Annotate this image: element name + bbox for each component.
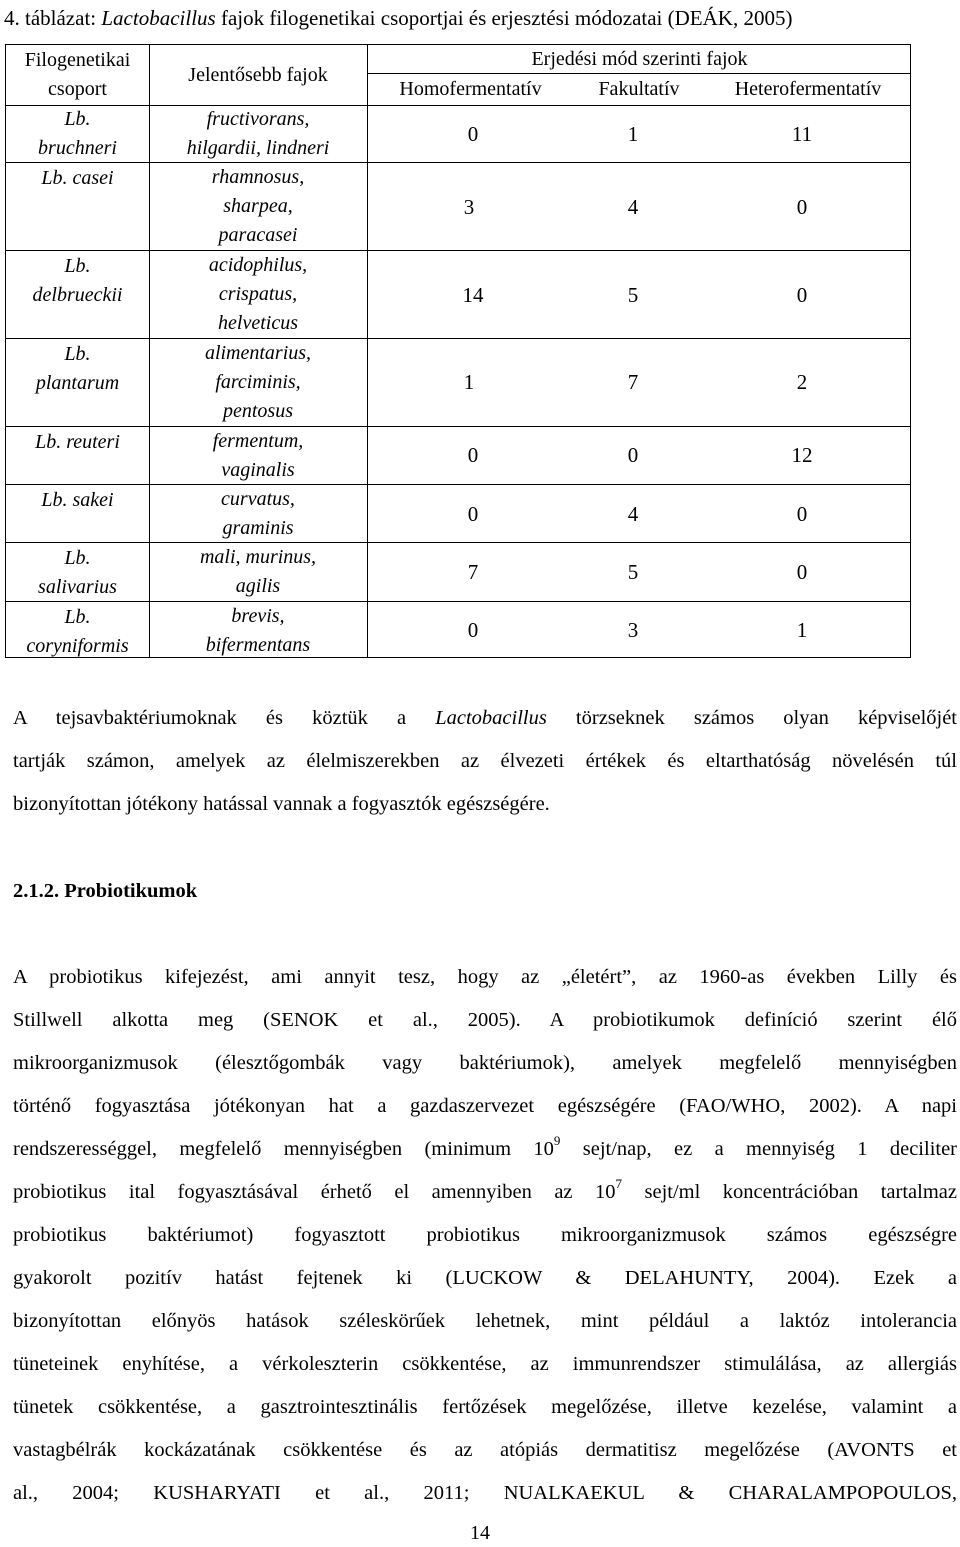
section-heading: 2.1.2. Probiotikumok	[13, 880, 198, 902]
row-group: Lb. sakei	[41, 489, 114, 511]
row-homo: 0	[467, 443, 479, 467]
table-caption: 4. táblázat: Lactobacillus fajok filogenetikai csoportjai és erjesztési módozatai (DEÁK, 2005)	[4, 6, 793, 30]
row-species: curvatus, graminis	[221, 487, 295, 539]
row-homo: 0	[467, 502, 479, 526]
header-fermentation: Erjedési mód szerinti fajok	[531, 47, 748, 70]
header-fac: Fakultatív	[598, 78, 680, 100]
row-species: acidophilus, crispatus, helveticus	[208, 254, 308, 334]
row-group: Lb. coryniformis	[26, 606, 129, 657]
row-group: Lb. bruchneri	[38, 107, 117, 159]
header-group: Filogenetikai csoport	[24, 49, 131, 100]
row-fac: 3	[627, 618, 639, 642]
row-homo: 14	[462, 283, 484, 307]
row-species: fermentum, vaginalis	[212, 429, 304, 481]
row-hetero: 0	[796, 195, 808, 219]
intro-paragraph: A tejsavbaktériumoknak és köztük a Lactobacillus törzseknek számos olyan képviselőjét tartják számon, amelyek az élelmiszerekben az élvezeti értékek és eltarthatóság növelésén túl bizonyítottan jótékony hatással vannak a fogyasztók egészségére.	[13, 707, 958, 815]
probiotics-paragraph: A probiotikus kifejezést, ami annyit tesz, hogy az „életért”, az 1960-as években Lilly és Stillwell alkotta meg (SENOK et al., 2005). A probiotikumok definíció szerint élő mikroorganizmusok (élesztőgombák vagy baktériumok), amelyek megfelelő mennyiségben történő fogyasztása jótékonyan hat a gazdaszervezet egészségére (FAO/WHO, 2002). A napi rendszerességgel, megfelelő mennyiségben (minimum $10^9$ sejt/nap, ez a mennyiség 1 deciliter probiotikus ital fogyasztásával érhető el amennyiben az $10^7$ sejt/ml koncentrációban tartalmaz probiotikus baktériumot) fogyasztott probiotikus mikroorganizmusok számos egészségre gyakorolt pozitív hatást fejtenek ki (LUCKOW & DELAHUNTY, 2004). Ezek a bizonyítottan előnyös hatások széleskörűek lehetnek, mint például a laktóz intolerancia tüneteinek enyhítése, a vérkoleszterin csökkentése, az immunrendszer stimulálása, az allergiás tünetek csökkentése, a gasztrointesztinális fertőzések megelőzése, illetve kezelése, valamint a vastagbélrák kockázatának csökkentése és az atópiás dermatitisz megelőzése (AVONTS et al., 2004; KUSHARYATI et al., 2011; NUALKAEKUL & CHARALAMPOPOULOS,	[13, 966, 958, 1504]
row-species: alimentarius, farciminis, pentosus	[204, 342, 312, 422]
row-homo: 1	[463, 370, 475, 394]
row-species: fructivorans, hilgardii, lindneri	[186, 107, 330, 159]
page-number: 14	[470, 1522, 490, 1544]
row-fac: 0	[627, 443, 639, 467]
row-group: Lb. delbrueckii	[32, 255, 123, 306]
header-species: Jelentősebb fajok	[188, 63, 328, 86]
row-fac: 5	[627, 560, 639, 584]
row-group: Lb. plantarum	[35, 343, 120, 394]
row-homo: 0	[467, 122, 479, 146]
row-hetero: 0	[796, 560, 808, 584]
row-fac: 4	[627, 502, 639, 526]
header-homo: Homofermentatív	[399, 78, 542, 100]
row-fac: 7	[627, 370, 639, 394]
row-homo: 7	[467, 560, 479, 584]
header-hetero: Heterofermentatív	[734, 78, 882, 100]
row-fac: 4	[627, 195, 639, 219]
row-species: mali, murinus, agilis	[199, 546, 317, 597]
row-hetero: 11	[791, 122, 813, 146]
row-species: brevis, bifermentans	[205, 604, 311, 656]
row-hetero: 0	[796, 283, 808, 307]
row-hetero: 12	[791, 443, 813, 467]
row-hetero: 1	[796, 618, 808, 642]
row-homo: 0	[467, 618, 479, 642]
row-fac: 5	[627, 283, 639, 307]
row-group: Lb. salivarius	[38, 547, 117, 598]
row-group: Lb. reuteri	[35, 431, 120, 453]
row-hetero: 0	[796, 502, 808, 526]
row-fac: 1	[627, 122, 639, 146]
lactobacillus-table	[5, 44, 911, 658]
row-species: rhamnosus, sharpea, paracasei	[211, 166, 305, 246]
row-hetero: 2	[796, 370, 808, 394]
row-homo: 3	[463, 195, 475, 219]
row-group: Lb. casei	[41, 167, 114, 189]
